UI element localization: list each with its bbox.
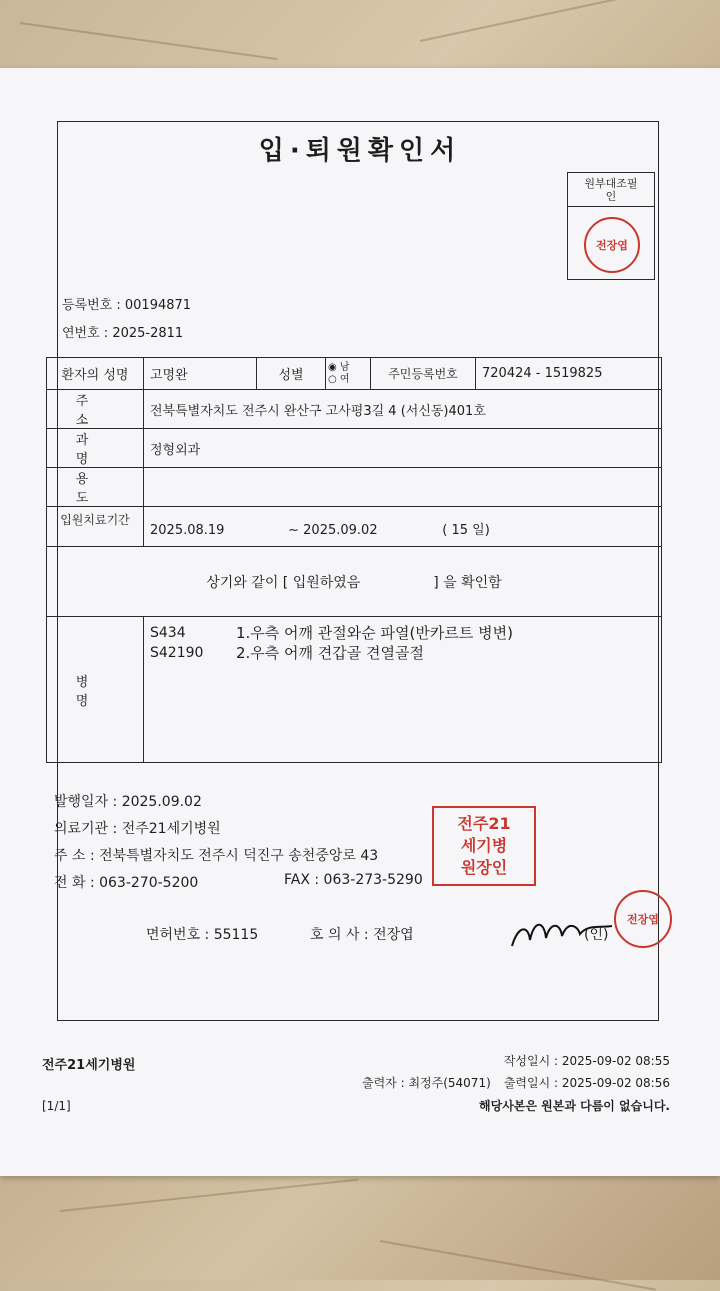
verification-seal-box [567,172,655,280]
seal-mark: (인) [584,927,609,943]
sex-field [326,358,371,390]
verification-stamp-text: 전장엽 [596,239,628,252]
hospital-stamp: 전주21 세기병 원장인 [432,806,536,886]
table-row [47,507,662,547]
purpose-label: 용 도 [47,468,144,507]
printed-at: 출력일시 : 2025-09-02 08:56 [503,1076,670,1090]
doctor-stamp-text: 전장엽 [627,913,659,926]
table-row [47,468,662,507]
document-paper [0,68,720,1176]
marble-vein [60,1179,359,1212]
sex-male-radio: ◉ [328,361,337,373]
table-row [47,358,662,390]
page-indicator: [1/1] [42,1099,71,1113]
institution-address: 주 소 : 전북특별자치도 전주시 덕진구 송천중앙로 43 [54,848,379,864]
doctor-name: 호 의 사 : 전장엽 [310,927,414,943]
marble-vein [420,0,675,42]
dept-label: 과 명 [47,429,144,468]
serial-number: 연번호 : 2025-2811 [62,326,184,341]
confirm-prefix: 상기와 같이 [ 입원하였음 [206,574,361,591]
patient-address: 전북특별자치도 전주시 완산구 고사평3길 4 (서신동)401호 [144,390,662,429]
institution: 의료기관 : 전주21세기병원 [54,821,221,837]
confirm-suffix: ] 을 확인함 [433,574,502,591]
phone: 전 화 : 063-270-5200 [54,875,199,891]
footer-hospital: 전주21세기병원 [42,1058,136,1073]
diagnosis-code: S434 [150,625,186,641]
diagnosis-cell [144,617,662,763]
document-title: 입·퇴원확인서 [258,136,462,166]
address-label: 주 소 [47,390,144,429]
purpose [144,468,662,507]
license-number: 면허번호 : 55115 [146,927,259,943]
issue-date: 발행일자 : 2025.09.02 [54,794,202,810]
verification-stamp [584,217,640,273]
seal-header: 원부대조필 인 [568,173,654,207]
name-label: 환자의 성명 [47,358,144,390]
treatment-period [144,507,662,547]
copy-notice: 해당사본은 원본과 다름이 없습니다. [479,1099,670,1113]
period-days: ( 15 일) [442,523,490,538]
id-label: 주민등록번호 [371,358,476,390]
department: 정형외과 [144,429,662,468]
printed-by: 출력자 : 최정주(54071) [362,1076,491,1090]
patient-info-table [46,357,662,763]
doctor-stamp [614,890,672,948]
marble-vein [380,1240,656,1291]
diagnosis-name: 2.우측 어깨 견갑골 견열골절 [236,644,425,662]
created-at: 작성일시 : 2025-09-02 08:55 [503,1054,670,1068]
table-row [47,547,662,617]
patient-name: 고명완 [144,358,257,390]
sex-male-label: 남 [339,361,350,373]
sex-female-radio: ○ [328,373,337,385]
sex-female-label: 여 [339,373,350,385]
id-number: 720424 - 1519825 [476,358,662,390]
table-row [47,617,662,763]
table-row [47,429,662,468]
period-start: 2025.08.19 [150,523,225,538]
fax: FAX : 063-273-5290 [284,872,423,888]
period-end: ~ 2025.09.02 [288,523,378,538]
diagnosis-code: S42190 [150,645,204,661]
diagnosis-label: 병 명 [47,617,144,763]
confirmation-statement [47,547,662,617]
sex-label: 성별 [257,358,326,390]
marble-vein [20,22,278,60]
table-row [47,390,662,429]
registration-number: 등록번호 : 00194871 [62,298,192,313]
diagnosis-name: 1.우측 어깨 관절와순 파열(반카르트 병변) [236,624,513,642]
period-label: 입원치료기간 [47,507,144,547]
